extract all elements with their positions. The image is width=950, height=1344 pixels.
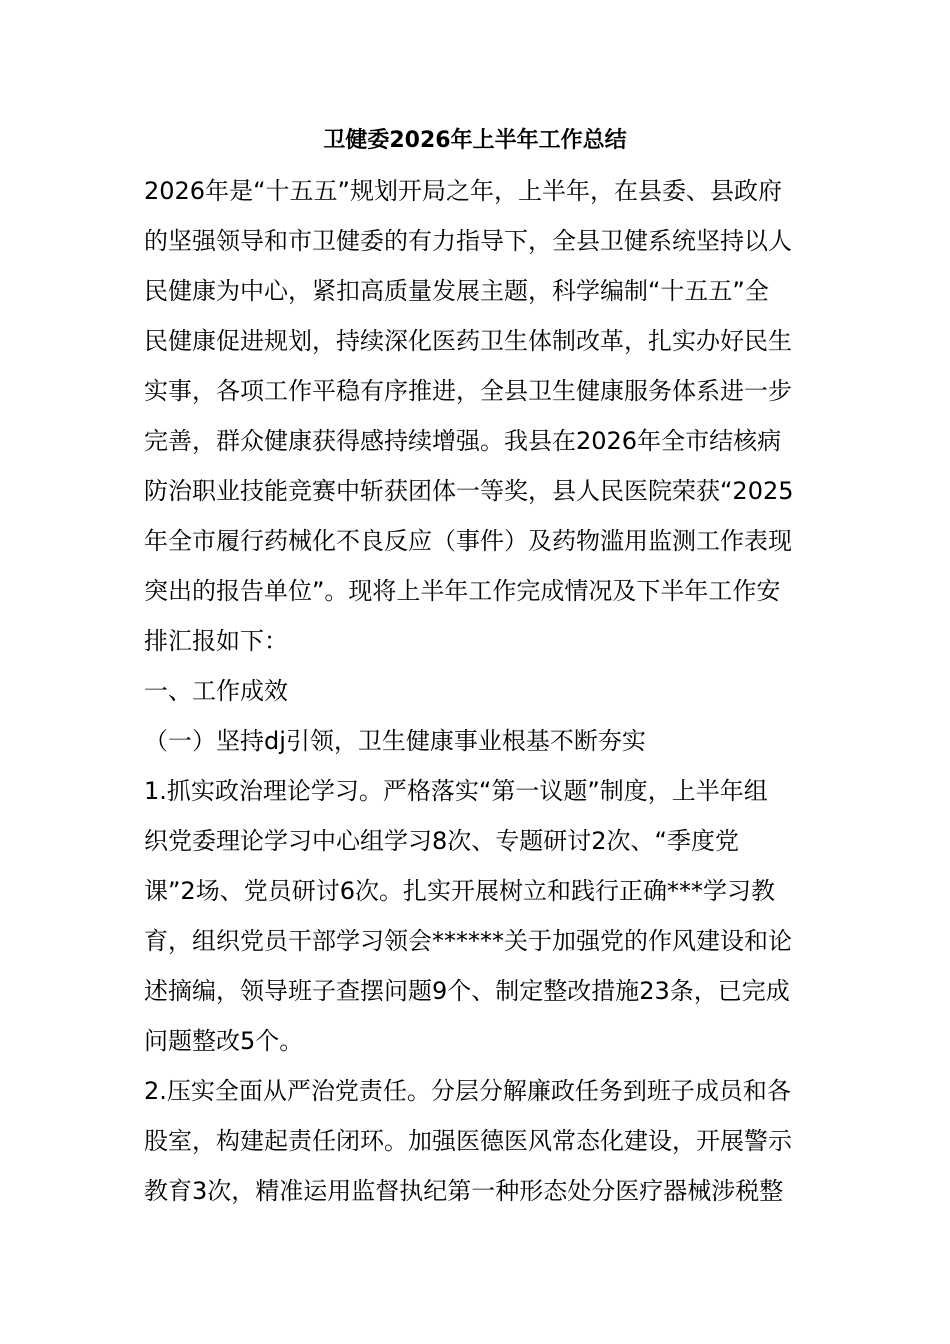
body-line-16: 育，组织党员干部学习领会******关于加强党的作风建设和论 xyxy=(144,927,792,955)
body-line-1: 2026年是“十五五”规划开局之年，上半年，在县委、县政府 xyxy=(144,177,782,205)
body-line-10: 排汇报如下： xyxy=(144,627,288,655)
body-line-14: 织党委理论学习中心组学习8次、专题研讨2次、“季度党 xyxy=(144,827,739,855)
body-line-8: 年全市履行药械化不良反应（事件）及药物滥用监测工作表现 xyxy=(144,527,792,555)
subsection-heading-1: （一）坚持dj引领，卫生健康事业根基不断夯实 xyxy=(144,727,646,755)
body-line-13: 1.抓实政治理论学习。严格落实“第一议题”制度，上半年组 xyxy=(144,777,768,805)
body-line-19: 2.压实全面从严治党责任。分层分解廉政任务到班子成员和各 xyxy=(144,1077,791,1105)
body-line-18: 问题整改5个。 xyxy=(144,1027,304,1055)
document-title: 卫健委2026年上半年工作总结 xyxy=(323,128,627,153)
body-line-6: 完善，群众健康获得感持续增强。我县在2026年全市结核病 xyxy=(144,427,782,455)
body-line-21: 教育3次，精准运用监督执纪第一种形态处分医疗器械涉税整 xyxy=(144,1177,784,1205)
body-line-7: 防治职业技能竞赛中斩获团体一等奖，县人民医院荣获“2025 xyxy=(144,477,794,505)
body-line-5: 实事，各项工作平稳有序推进，全县卫生健康服务体系进一步 xyxy=(144,377,792,405)
body-line-17: 述摘编，领导班子查摆问题9个、制定整改措施23条，已完成 xyxy=(144,977,790,1005)
section-heading-1: 一、工作成效 xyxy=(144,677,288,705)
body-line-9: 突出的报告单位”。现将上半年工作完成情况及下半年工作安 xyxy=(144,577,781,605)
body-line-4: 民健康促进规划，持续深化医药卫生体制改革，扎实办好民生 xyxy=(144,327,792,355)
body-line-2: 的坚强领导和市卫健委的有力指导下，全县卫健系统坚持以人 xyxy=(144,227,792,255)
body-line-15: 课”2场、党员研讨6次。扎实开展树立和践行正确***学习教 xyxy=(144,877,775,905)
body-line-20: 股室，构建起责任闭环。加强医德医风常态化建设，开展警示 xyxy=(144,1127,792,1155)
body-line-3: 民健康为中心，紧扣高质量发展主题，科学编制“十五五”全 xyxy=(144,277,769,305)
